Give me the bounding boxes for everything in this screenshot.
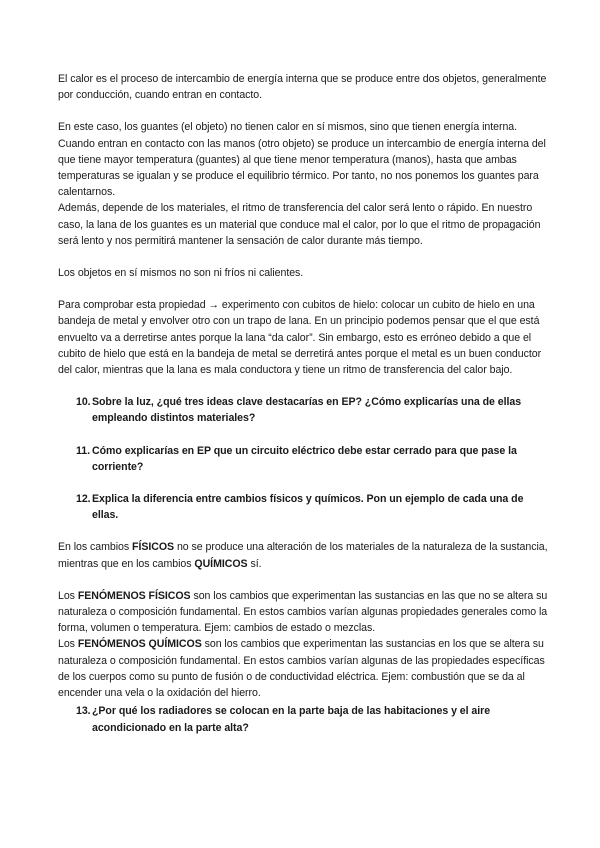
bold-term-quimicos: QUÍMICOS xyxy=(194,557,248,570)
question-number: 13. xyxy=(76,705,91,718)
question-13 xyxy=(58,703,548,735)
bold-term-fenomenos-fisicos: FENÓMENOS FÍSICOS xyxy=(77,589,191,602)
spacer xyxy=(58,281,548,297)
text-run: no se produce una alteración de los materiales de la naturaleza de la sustancia, mientras que en los cambios xyxy=(58,541,548,570)
spacer xyxy=(58,427,548,443)
spacer xyxy=(58,103,548,119)
text-run: Los xyxy=(58,589,78,602)
text-run: son los cambios que experimentan las sustancias en los que se altera su naturaleza o composición fundamental. En estos cambios varían algunas de las propiedades específicas de los cuerpos como su punto de fusión o de conductividad eléctrica. Ejem: combustión que se da al encender una vela o la oxidación del hierro. xyxy=(58,638,545,700)
question-10 xyxy=(58,394,548,426)
question-number: 11. xyxy=(76,444,90,457)
paragraph-physical-vs-chemical xyxy=(58,539,548,571)
paragraph-materials-rate: Además, depende de los materiales, el ritmo de transferencia del calor será lento o rápido. En nuestro caso, la lana de los guantes es un material que conduce mal el calor, por lo que el ritmo de propagación será lento y nos permitirá mantener la sensación de calor durante más tiempo. xyxy=(58,202,541,247)
paragraph-gloves-energy: En este caso, los guantes (el objeto) no tienen calor en sí mismos, sino que tienen energía interna. Cuando entran en contacto con las manos (otro objeto) se produce un intercambio de energía interna del que tiene mayor temperatura (guantes) al que tiene menor temperatura (manos), hasta que ambas temperaturas se igualan y se produce el equilibrio térmico. Por tanto, no nos ponemos los guantes para calentarnos. xyxy=(58,121,546,199)
question-number: 10. xyxy=(76,396,91,409)
paragraph-ice-experiment: Para comprobar esta propiedad → experimento con cubitos de hielo: colocar un cubito de hielo en una bandeja de metal y envolver otro con un trapo de lana. En un principio podemos pensar que el que está envuelto va a derretirse antes porque la lana “da calor”. Sin embargo, esto es erróneo debido a que el cubito de hielo que está en la bandeja de metal se derretirá antes porque el metal es un buen conductor del calor, mientras que la lana es mala conductora y tiene un ritmo de transferencia del calor bajo. xyxy=(58,299,542,377)
question-text: Cómo explicarías en EP que un circuito eléctrico debe estar cerrado para que pase la corriente? xyxy=(92,444,517,473)
paragraph-chemical-phenomena xyxy=(58,636,548,701)
paragraph-physical-phenomena xyxy=(58,588,548,637)
text-run: Los xyxy=(58,638,78,651)
text-run: sí. xyxy=(247,557,262,570)
paragraph-objects-not-hot-cold: Los objetos en sí mismos no son ni fríos ni calientes. xyxy=(58,267,304,280)
spacer xyxy=(58,572,548,588)
question-text: Sobre la luz, ¿qué tres ideas clave destacarías en EP? ¿Cómo explicarías una de ellas empleando distintos materiales? xyxy=(92,396,522,425)
question-text: Explica la diferencia entre cambios físicos y químicos. Pon un ejemplo de cada una de ellas. xyxy=(92,493,524,522)
text-run: En los cambios xyxy=(58,541,133,554)
question-text: ¿Por qué los radiadores se colocan en la parte baja de las habitaciones y el aire acondicionado en la parte alta? xyxy=(92,705,491,734)
bold-term-fenomenos-quimicos: FENÓMENOS QUÍMICOS xyxy=(77,638,202,651)
question-number: 12. xyxy=(76,493,91,506)
spacer xyxy=(58,475,548,491)
question-12 xyxy=(58,491,548,523)
document-body xyxy=(58,71,548,736)
spacer xyxy=(58,378,548,394)
question-11 xyxy=(58,443,548,475)
paragraph-heat-definition: El calor es el proceso de intercambio de energía interna que se produce entre dos objetos, generalmente por conducción, cuando entran en contacto. xyxy=(58,73,547,102)
text-run: son los cambios que experimentan las sustancias en las que no se altera su naturaleza o composición fundamental. En estos cambios varían algunas propiedades generales como la forma, volumen o temperatura. Ejem: cambios de estado o mezclas. xyxy=(58,589,548,635)
bold-term-fisicos: FÍSICOS xyxy=(132,541,175,554)
spacer xyxy=(58,523,548,539)
spacer xyxy=(58,249,548,265)
